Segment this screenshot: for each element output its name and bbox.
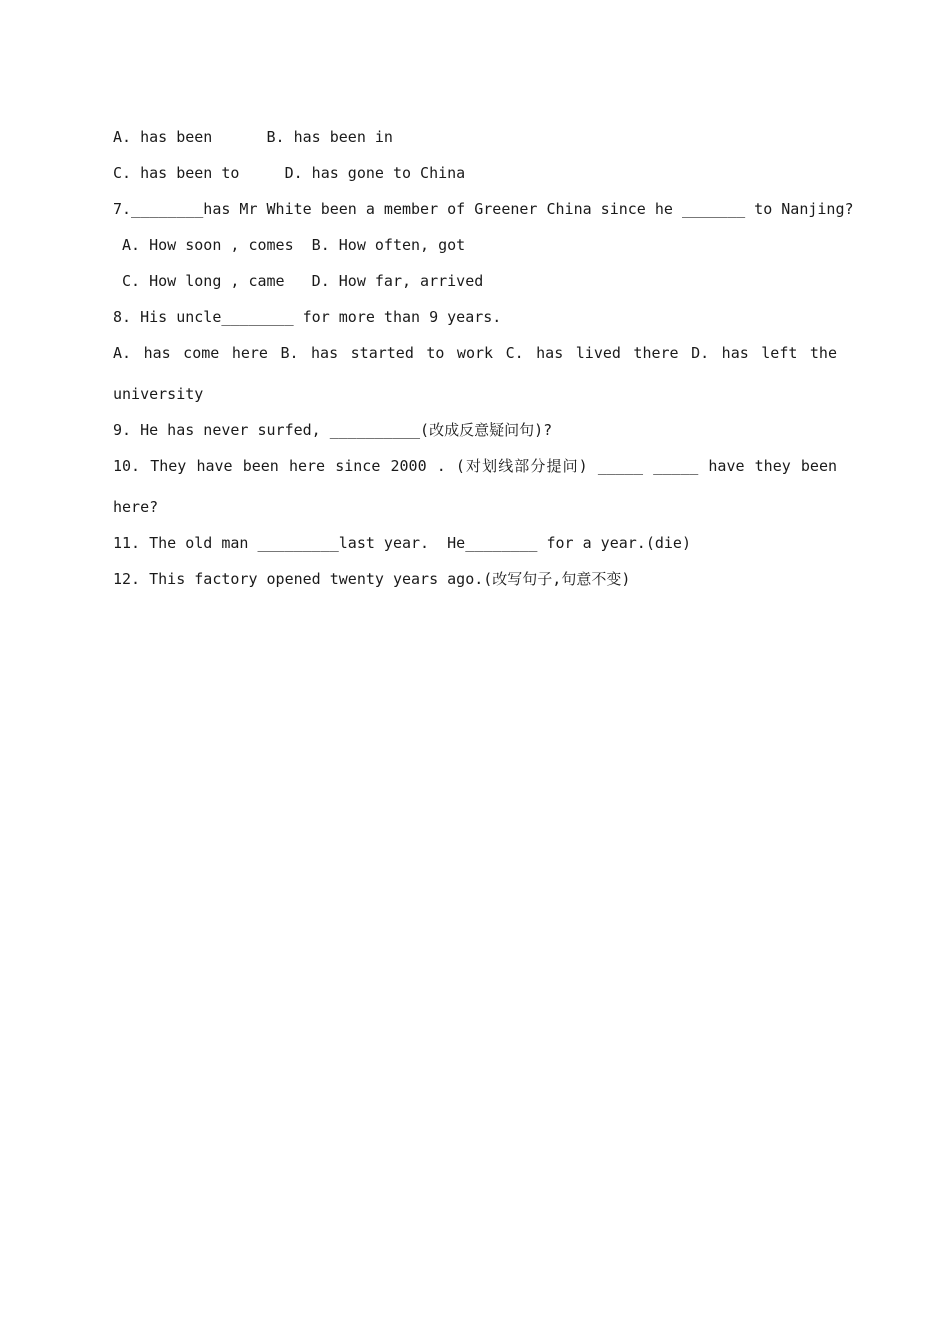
q7-question: 7.________has Mr White been a member of Greener China since he _______ to Nanjing? [113,200,854,218]
q8-options-continued: university [113,385,204,403]
q8-options: A. has come here B. has started to work C. has lived there D. has left the [113,344,837,362]
q7-options-ab: A. How soon , comes B. How often, got [113,236,466,254]
q10-question: 10. They have been here since 2000 . (对划线部分提问) _____ _____ have they been [113,457,837,475]
q9-question: 9. He has never surfed, __________(改成反意疑问句)? [113,421,553,439]
q10-question-continued: here? [113,498,159,516]
q12-question: 12. This factory opened twenty years ago.(改写句子,句意不变) [113,570,631,588]
q6-options-ab: A. has been B. has been in [113,128,393,146]
q6-options-cd: C. has been to D. has gone to China [113,164,466,182]
q8-question: 8. His uncle________ for more than 9 years. [113,308,502,326]
q11-question: 11. The old man _________last year. He________ for a year.(die) [113,534,691,552]
q7-options-cd: C. How long , came D. How far, arrived [113,272,484,290]
